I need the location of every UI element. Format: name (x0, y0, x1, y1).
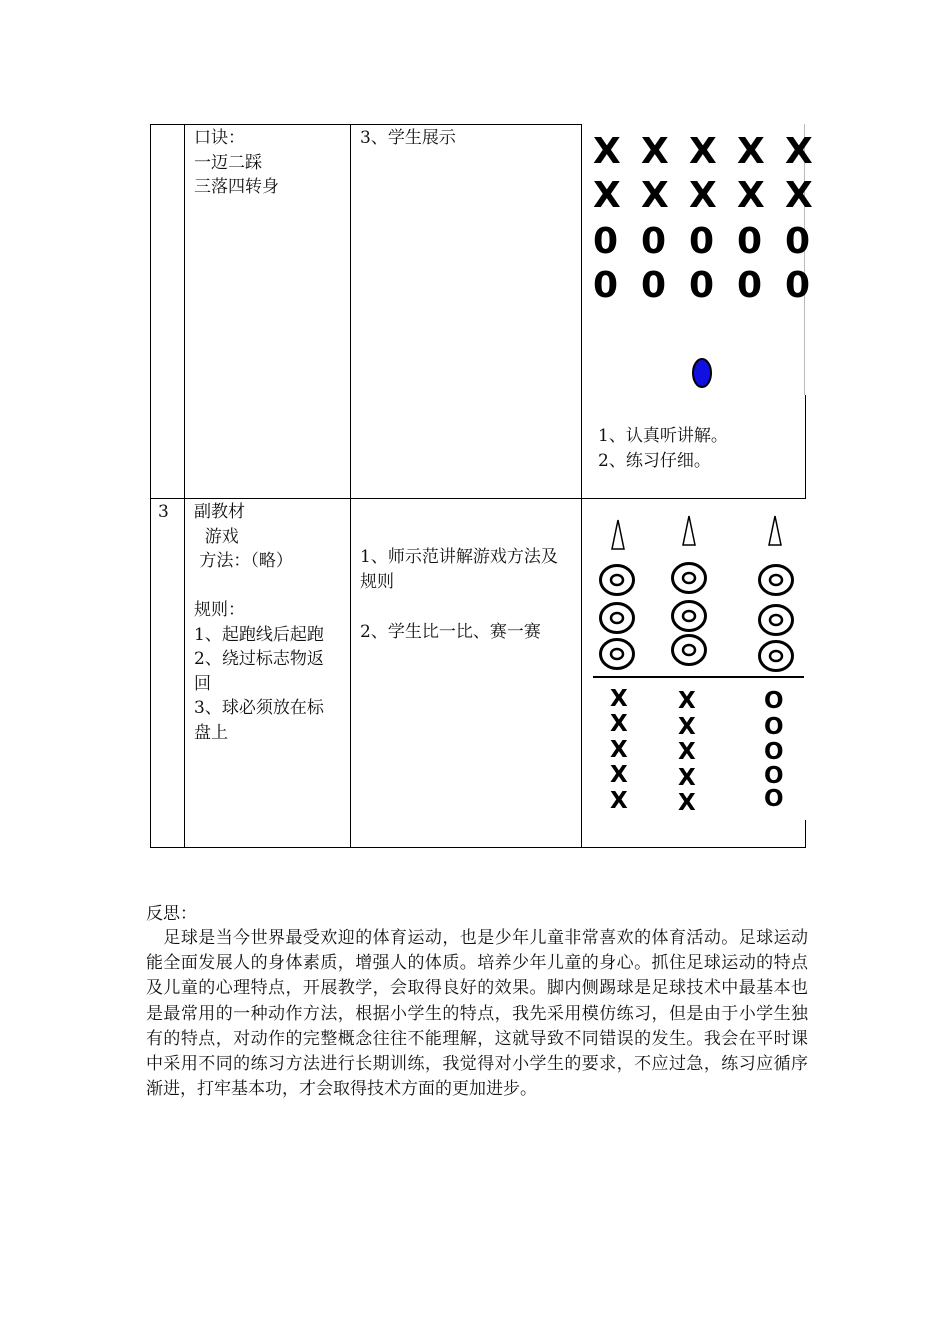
row2-teacher-line: 1、师示范讲解游戏方法及 (360, 547, 558, 567)
player-x-mark: X (689, 131, 717, 172)
row2-content-line: 副教材 (194, 502, 245, 522)
player-x-mark: X (641, 131, 669, 172)
target-plate-icon (757, 639, 795, 673)
table-border-right-1 (805, 395, 806, 498)
player-x-mark: X (785, 131, 813, 172)
row1-content-line: 一迈二踩 (194, 152, 262, 173)
reflection-paragraph: 足球是当今世界最受欢迎的体育运动，也是少年儿童非常喜欢的体育活动。足球运动能全面发展人的身体素质，增强人的体质。培养少年儿童的身心。抓住足球运动的特点及儿童的心理特点，开展教学，会取得良好的效果。脚内侧踢球是足球技术中最基本也是最常用的一种动作方法，根据小学生的特点，我先采用模仿练习，但是由于小学生独有的特点，对动作的完整概念往往不能理解，这就导致不同错误的发生。我会在平时课中采用不同的练习方法进行长期训练，我觉得对小学生的要求，不应过急，练习应循序渐进，打牢基本功，才会取得技术方面的更加进步。 (146, 928, 808, 1100)
player-x-mark: X (785, 175, 813, 216)
player-o-mark: O (764, 763, 784, 789)
table-border-left (150, 124, 151, 848)
player-x-mark: X (737, 175, 765, 216)
row2-content-line: 3、球必须放在标 (194, 698, 324, 718)
target-plate-icon (670, 561, 708, 595)
player-o-mark: 0 (689, 265, 715, 306)
cone-icon (678, 514, 700, 548)
player-x-mark: X (737, 131, 765, 172)
target-plate-icon (757, 603, 795, 637)
player-x-mark: X (641, 175, 669, 216)
player-x-mark: X (593, 175, 621, 216)
row2-teacher-line: 规则 (360, 571, 394, 592)
player-x-mark: X (610, 762, 628, 788)
player-o-mark: 0 (593, 221, 619, 262)
player-o-mark: 0 (737, 265, 763, 306)
player-x-mark: X (678, 790, 696, 816)
row2-teacher-line: 2、学生比一比、赛一赛 (360, 622, 541, 642)
player-x-mark: X (678, 739, 696, 765)
player-o-mark: O (764, 688, 784, 714)
player-x-mark: X (678, 688, 696, 714)
row1-student-line: 2、练习仔细。 (598, 451, 711, 471)
target-plate-icon (670, 599, 708, 633)
player-x-mark: X (593, 131, 621, 172)
player-x-mark: X (678, 714, 696, 740)
row1-teacher-activity: 3、学生展示 (360, 128, 456, 148)
table-divider-2 (350, 124, 351, 848)
target-plate-icon (598, 637, 636, 671)
row2-content-line: 游戏 (194, 526, 239, 547)
row2-content-line: 规则： (194, 600, 245, 620)
player-x-mark: X (689, 175, 717, 216)
target-plate-icon (757, 563, 795, 597)
table-divider-3 (581, 124, 582, 848)
cone-icon (764, 514, 786, 548)
player-x-mark: X (610, 737, 628, 763)
player-o-mark: 0 (593, 265, 619, 306)
row2-content-line: 盘上 (194, 722, 228, 743)
player-o-mark: O (764, 739, 784, 765)
player-o-mark: 0 (641, 221, 667, 262)
ball-icon (690, 356, 714, 390)
player-o-mark: 0 (737, 221, 763, 262)
row1-content-line: 三落四转身 (194, 177, 279, 197)
cone-icon (607, 518, 629, 552)
player-o-mark: 0 (785, 265, 811, 306)
table-border-right-2 (805, 820, 806, 848)
diagram-team-divider (593, 676, 804, 678)
row2-content-line: 2、绕过标志物返 (194, 649, 324, 669)
player-o-mark: 0 (785, 221, 811, 262)
player-o-mark: O (764, 714, 784, 740)
row2-number: 3 (158, 502, 169, 522)
player-o-mark: 0 (689, 221, 715, 262)
table-border-bottom (150, 847, 806, 848)
row1-content-line: 口诀： (194, 128, 245, 148)
player-x-mark: X (610, 711, 628, 737)
row1-student-line: 1、认真听讲解。 (598, 426, 728, 446)
target-plate-icon (598, 563, 636, 597)
table-row-divider (150, 498, 806, 499)
table-border-top (150, 124, 582, 125)
target-plate-icon (670, 633, 708, 667)
player-x-mark: X (610, 686, 628, 712)
target-plate-icon (598, 601, 636, 635)
row2-content-line: 回 (194, 673, 211, 694)
reflection-title: 反思： (146, 904, 197, 924)
player-x-mark: X (610, 788, 628, 814)
player-o-mark: O (764, 786, 784, 812)
player-x-mark: X (678, 765, 696, 791)
player-o-mark: 0 (641, 265, 667, 306)
table-divider-1 (184, 124, 185, 848)
row2-content-line: 1、起跑线后起跑 (194, 624, 324, 645)
row2-content-line: 方法：（略） (194, 551, 293, 571)
